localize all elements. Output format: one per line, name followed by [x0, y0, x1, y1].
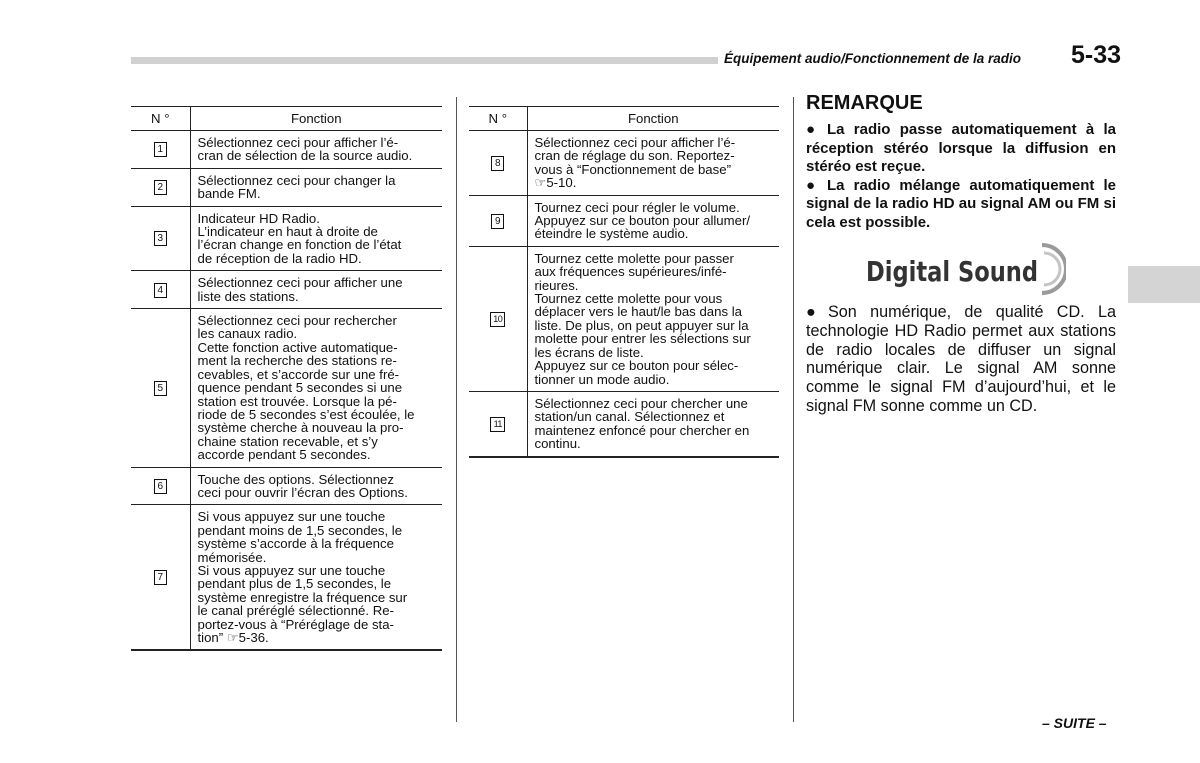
header-rule: [131, 57, 718, 64]
item-number-badge: 2: [154, 180, 167, 195]
table-header-row: [469, 107, 779, 131]
table-row: [131, 309, 442, 467]
column-divider-right: [793, 97, 794, 722]
function-description: Touche des options. Sélectionnez ceci pour ouvrir l’écran des Options.: [190, 467, 442, 505]
bullet-icon: ●: [806, 176, 816, 194]
digital-sound-description: [806, 303, 1116, 416]
remark-item-text: La radio passe automatiquement à la réception stéréo lorsque la diffusion en stéréo est reçue.: [806, 121, 1116, 175]
table-row: [131, 131, 442, 169]
chapter-tab: [1128, 266, 1200, 303]
table-row: [469, 391, 779, 456]
table-row: [131, 271, 442, 309]
item-number-badge: 9: [491, 214, 504, 229]
column-header-function: Fonction: [527, 107, 779, 131]
bullet-icon: ●: [806, 303, 816, 321]
svg-text:Digital Sound: Digital Sound: [866, 255, 1038, 288]
remark-heading: REMARQUE: [806, 92, 923, 114]
remark-item: [806, 121, 1116, 177]
item-number-badge: 4: [154, 283, 167, 298]
column-header-function: Fonction: [190, 107, 442, 131]
item-number-badge: 11: [490, 417, 505, 432]
function-description: Sélectionnez ceci pour afficher l’é- cran de sélection de la source audio.: [190, 131, 442, 169]
table-row: [469, 246, 779, 391]
function-description: Sélectionnez ceci pour afficher l’é- cran de réglage du son. Reportez- vous à “Fonctionnement de base” ☞5-10.: [527, 131, 779, 196]
function-table-left: [131, 106, 442, 651]
remark-item: [806, 177, 1116, 233]
function-description: Sélectionnez ceci pour changer la bande FM.: [190, 168, 442, 206]
page-number: 5-33: [1071, 41, 1122, 69]
item-number-badge: 10: [490, 312, 505, 327]
column-header-number: N °: [469, 107, 527, 131]
table-row: [131, 168, 442, 206]
item-number-badge: 8: [491, 156, 504, 171]
table-row: [131, 467, 442, 505]
item-number-badge: 3: [154, 231, 167, 246]
item-number-badge: 5: [154, 381, 167, 396]
function-description: Sélectionnez ceci pour rechercher les canaux radio. Cette fonction active automatique- ment la recherche des stations re- cevables, et s’accorde sur une fré- quence pendant 5 secondes si une station est trouvée. Lorsque la pé- riode de 5 secondes s’est écoulée, le système cherche à nouveau la pro- chaine station recevable, et s’y accorde pendant 5 secondes.: [190, 309, 442, 467]
function-table-right: [469, 106, 779, 458]
function-description: Indicateur HD Radio. L’indicateur en haut à droite de l’écran change en fonction de l’état de réception de la radio HD.: [190, 206, 442, 271]
description-text: Son numérique, de qualité CD. La technologie HD Radio permet aux stations de radio locales de diffuser un signal numérique clair. Le signal AM sonne comme le signal FM d’aujourd’hui, et le signal FM sonne comme un CD.: [806, 303, 1116, 415]
table-row: [131, 206, 442, 271]
function-description: Sélectionnez ceci pour afficher une liste des stations.: [190, 271, 442, 309]
item-number-badge: 1: [154, 142, 167, 157]
remark-item-text: La radio mélange automatiquement le signal de la radio HD au signal AM ou FM si cela est possible.: [806, 176, 1116, 231]
item-number-badge: 7: [154, 570, 167, 585]
function-description: Tournez cette molette pour passer aux fréquences supérieures/infé- rieures. Tournez cette molette pour vous déplacer vers le haut/le bas dans la liste. De plus, on peut appuyer sur la molette pour entrer les sélections sur les écrans de liste. Appuyez sur ce bouton pour sélec- tionner un mode audio.: [527, 246, 779, 391]
item-number-badge: 6: [154, 479, 167, 494]
table-row: [131, 505, 442, 651]
bullet-icon: ●: [806, 121, 816, 138]
digital-sound-logo: [866, 241, 1066, 297]
section-title: Équipement audio/Fonctionnement de la radio: [724, 51, 1022, 66]
function-description: Tournez ceci pour régler le volume. Appuyez sur ce bouton pour allumer/ éteindre le système audio.: [527, 195, 779, 246]
table-row: [469, 131, 779, 196]
function-description: Sélectionnez ceci pour chercher une station/un canal. Sélectionnez et maintenez enfoncé pour chercher en continu.: [527, 391, 779, 456]
remark-list: [806, 121, 1116, 232]
table-row: [469, 195, 779, 246]
column-header-number: N °: [131, 107, 190, 131]
table-header-row: [131, 107, 442, 131]
function-description: Si vous appuyez sur une touche pendant moins de 1,5 secondes, le système s’accorde à la fréquence mémorisée. Si vous appuyez sur une touche pendant plus de 1,5 secondes, le système enregistre la fréquence sur le canal préréglé sélectionné. Re- portez-vous à “Préréglage de sta- tion” ☞5-36.: [190, 505, 442, 651]
column-divider-left: [456, 97, 457, 722]
continued-marker: – SUITE –: [1042, 715, 1107, 731]
